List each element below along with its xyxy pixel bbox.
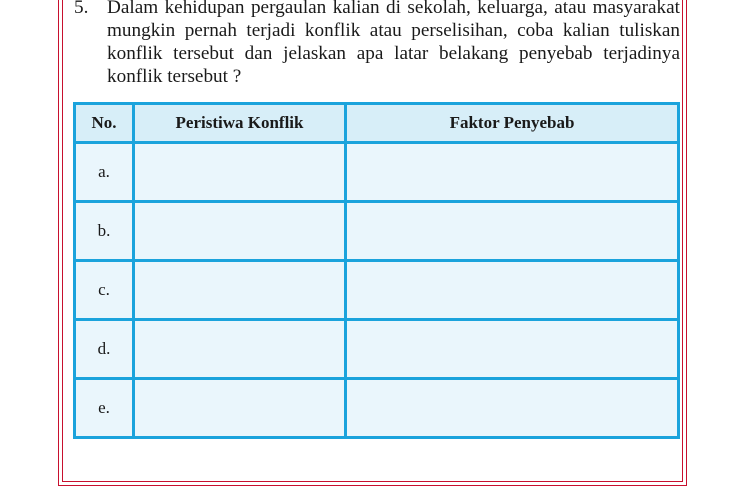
cause-cell[interactable] xyxy=(346,320,679,379)
conflict-cell[interactable] xyxy=(134,379,346,438)
conflict-cell[interactable] xyxy=(134,320,346,379)
table-header-row xyxy=(75,104,679,143)
row-label: a. xyxy=(75,143,134,202)
row-label: d. xyxy=(75,320,134,379)
conflict-cell[interactable] xyxy=(134,202,346,261)
row-label: e. xyxy=(75,379,134,438)
row-label: b. xyxy=(75,202,134,261)
header-faktor-penyebab: Faktor Penyebab xyxy=(346,104,679,143)
conflict-cell[interactable] xyxy=(134,143,346,202)
table-row xyxy=(75,202,679,261)
table-row xyxy=(75,379,679,438)
row-label: c. xyxy=(75,261,134,320)
header-no: No. xyxy=(75,104,134,143)
question-number: 5. xyxy=(74,0,89,18)
question-text: Dalam kehidupan pergaulan kalian di sekolah, keluarga, atau masyarakat mungkin pernah terjadi konflik atau perselisihan, coba kalian tuliskan konflik tersebut dan jelaskan apa latar belakang penyebab terjadinya konflik tersebut ? xyxy=(107,0,680,87)
cause-cell[interactable] xyxy=(346,202,679,261)
cause-cell[interactable] xyxy=(346,261,679,320)
question-5 xyxy=(74,0,680,88)
cause-cell[interactable] xyxy=(346,379,679,438)
table-row xyxy=(75,320,679,379)
table-row xyxy=(75,143,679,202)
cause-cell[interactable] xyxy=(346,143,679,202)
header-peristiwa-konflik: Peristiwa Konflik xyxy=(134,104,346,143)
conflict-table xyxy=(73,102,680,439)
table-row xyxy=(75,261,679,320)
conflict-cell[interactable] xyxy=(134,261,346,320)
